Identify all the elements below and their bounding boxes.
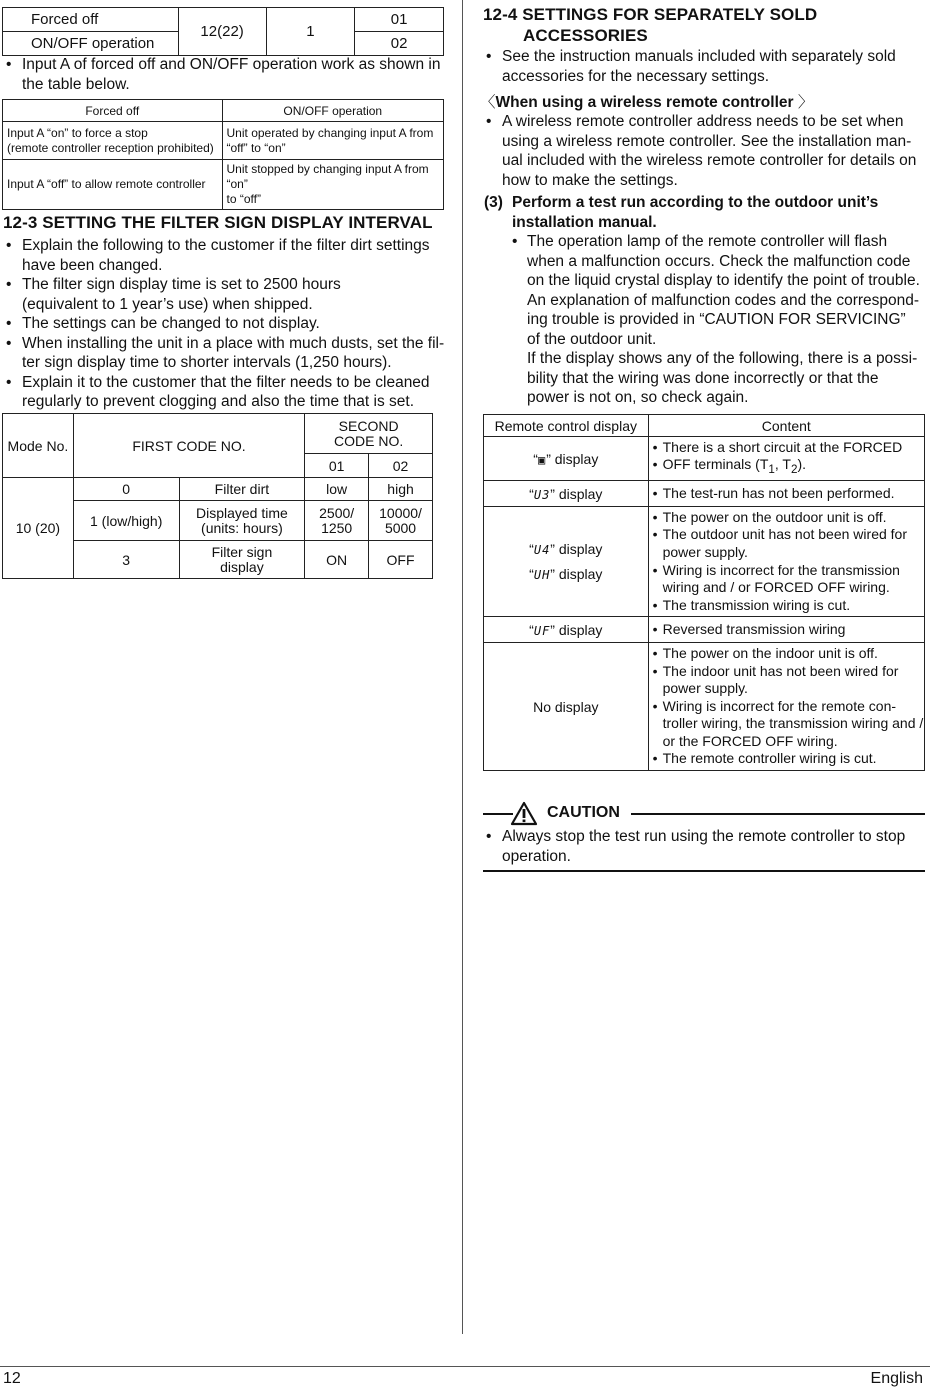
filter-table-header-first: FIRST CODE NO. xyxy=(73,414,304,478)
input-table-cell: Input A “on” to force a stop (remote controller reception prohibited) xyxy=(3,122,223,160)
warning-icon xyxy=(510,801,538,826)
display-code-cell: “U3” display xyxy=(484,481,649,507)
lcd-code: UF xyxy=(533,623,551,638)
caution-end-rule xyxy=(483,870,925,872)
section-title-12-3: 12-3 SETTING THE FILTER SIGN DISPLAY INTERVAL xyxy=(3,213,433,232)
table-cell: Filter dirt xyxy=(179,478,305,501)
input-table-cell: Input A “off” to allow remote controller xyxy=(3,160,223,210)
display-code-cell: No display xyxy=(484,643,649,771)
list-item: • Explain it to the customer that the filter needs to be cleaned regularly to prevent clogging and also the time that is set. xyxy=(6,373,430,410)
remote-display-table xyxy=(483,414,925,771)
step-3-body: • The operation lamp of the remote controller will flash when a malfunction occurs. Check the malfunction code on the liquid crystal display to identify the point of trouble. An explanation of malfunction codes and the correspond- ing trouble is provided in “CAUTION FOR SERVICING” of the outdoor unit. If the display shows any of the following, there is a possi- bility that the wiring was done incorrectly or that the power is not on, so check again. xyxy=(512,233,920,406)
table-cell: Filter sign display xyxy=(179,541,305,579)
display-code-cell: “▣” display xyxy=(484,437,649,481)
filter-table-mode-value: 10 (20) xyxy=(3,478,74,579)
lcd-code: U3 xyxy=(533,487,551,502)
list-item: • See the instruction manuals included with separately sold accessories for the necessary settings. xyxy=(486,48,896,85)
step-3-title: (3) Perform a test run according to the outdoor unit’s installation manual. xyxy=(484,194,879,231)
table-cell: 10000/ 5000 xyxy=(369,501,433,541)
forced-off-mode-table xyxy=(2,7,444,56)
list-item: • When installing the unit in a place with much dusts, set the fil- ter sign display time to shorter intervals (1,250 hours). xyxy=(6,334,445,371)
filter-table-col-02: 02 xyxy=(369,454,433,478)
lcd-code: U4 xyxy=(533,542,551,557)
display-content-cell: • The power on the outdoor unit is off. • The outdoor unit has not been wired for power supply. • Wiring is incorrect for the transmission wiring and / or FORCED OFF wiring. • The transmission wiring is cut. xyxy=(648,507,924,617)
intro-bullet: • Input A of forced off and ON/OFF operation work as shown in the table below. xyxy=(6,56,441,93)
caution-label: CAUTION xyxy=(547,804,620,821)
table-cell: ON xyxy=(305,541,369,579)
display-content-cell: • The power on the indoor unit is off. • The indoor unit has not been wired for power supply. • Wiring is incorrect for the remote con-troller wiring, the transmission wiring and / or the FORCED OFF wiring. • The remote controller wiring is cut. xyxy=(648,643,924,771)
filter-setting-table xyxy=(2,413,433,579)
filter-table-col-01: 01 xyxy=(305,454,369,478)
display-code-cell: “U4” display “UH” display xyxy=(484,507,649,617)
display-content-cell: • Reversed transmission wiring xyxy=(648,617,924,643)
table-cell: Displayed time (units: hours) xyxy=(179,501,305,541)
input-table-cell: Unit operated by changing input A from “off” to “on” xyxy=(222,122,443,160)
list-item: • Always stop the test run using the remote controller to stop operation. xyxy=(486,828,906,865)
filter-table-header-mode: Mode No. xyxy=(3,414,74,478)
table-cell: low xyxy=(305,478,369,501)
lcd-code: UH xyxy=(533,567,551,582)
display-content-cell: • There is a short circuit at the FORCED • OFF terminals ($T_1$, $T_2$). xyxy=(648,437,924,481)
table-cell: 2500/ 1250 xyxy=(305,501,369,541)
mode-table-label: Forced off xyxy=(3,8,179,32)
caution-header xyxy=(483,803,925,825)
input-table-header: ON/OFF operation xyxy=(222,100,443,122)
input-table-cell: Unit stopped by changing input A from “on” to “off” xyxy=(222,160,443,210)
page-number: 12 xyxy=(3,1370,21,1387)
input-a-table xyxy=(2,99,444,210)
mode-table-mode-no: 12(22) xyxy=(178,8,266,56)
lcd-code: ▣ xyxy=(537,452,547,467)
footer-rule xyxy=(0,1366,930,1367)
wireless-heading: 〈When using a wireless remote controller 〉 xyxy=(480,94,814,111)
mode-table-label: ON/OFF operation xyxy=(3,32,179,56)
list-item: • The filter sign display time is set to 2500 hours (equivalent to 1 year’s use) when shipped. xyxy=(6,276,341,313)
table-cell: OFF xyxy=(369,541,433,579)
mode-table-second-code: 01 xyxy=(355,8,444,32)
display-table-header: Remote control display xyxy=(484,415,649,437)
filter-table-header-second: SECOND CODE NO. xyxy=(305,414,433,454)
table-cell: 0 xyxy=(73,478,179,501)
bullet-list-12-3 xyxy=(6,236,446,412)
bullet-accessories xyxy=(486,47,926,86)
page-language: English xyxy=(870,1370,923,1387)
display-table-header: Content xyxy=(648,415,924,437)
list-item: • The settings can be changed to not display. xyxy=(6,315,320,332)
list-item: • A wireless remote controller address needs to be set when using a wireless remote controller. See the installation man- ual included with the wireless remote controller for details on how to make the settings. xyxy=(486,113,917,189)
mode-table-second-code: 02 xyxy=(355,32,444,56)
column-divider xyxy=(462,0,463,1334)
display-code-cell: “UF” display xyxy=(484,617,649,643)
display-content-cell: • The test-run has not been performed. xyxy=(648,481,924,507)
bullet-wireless xyxy=(486,112,926,190)
input-table-header: Forced off xyxy=(3,100,223,122)
caution-bullet xyxy=(486,827,926,866)
table-cell: 3 xyxy=(73,541,179,579)
mode-table-first-code: 1 xyxy=(266,8,355,56)
list-item: • Explain the following to the customer if the filter dirt settings have been changed. xyxy=(6,237,430,274)
section-title-12-4: 12-4 SETTINGS FOR SEPARATELY SOLD ACCESSORIES xyxy=(483,5,818,45)
table-cell: 1 (low/high) xyxy=(73,501,179,541)
table-cell: high xyxy=(369,478,433,501)
